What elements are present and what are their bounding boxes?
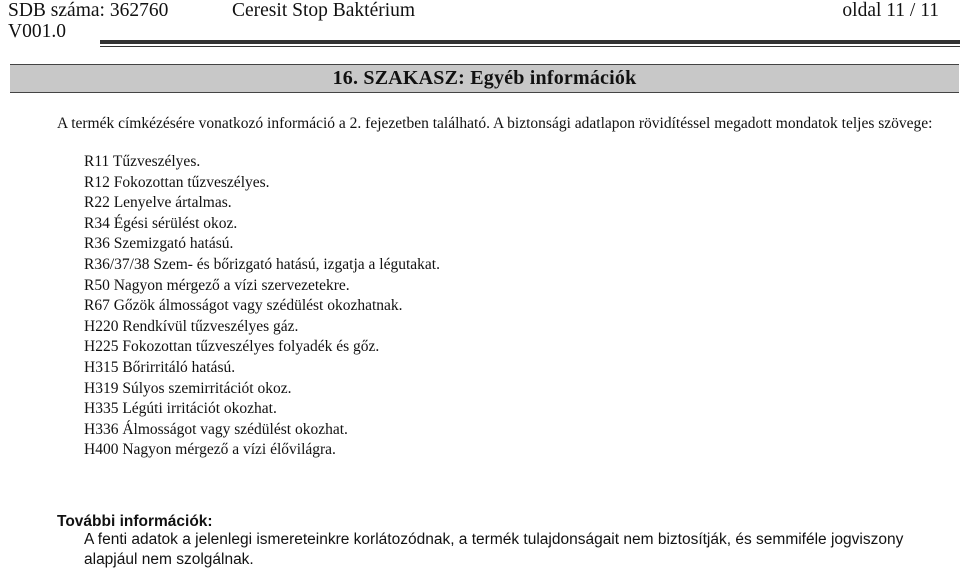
phrase-item: R12 Fokozottan tűzveszélyes. (84, 173, 270, 191)
header-rule-thick (100, 40, 960, 44)
phrase-item: R36 Szemizgató hatású. (84, 235, 234, 253)
phrase-item: R67 Gőzök álmosságot vagy szédülést okozhatnak. (84, 297, 403, 315)
further-info-heading: További információk: (57, 513, 213, 530)
sdb-number: SDB száma: 362760 (8, 0, 169, 21)
version-label: V001.0 (8, 21, 66, 42)
product-name: Ceresit Stop Baktérium (232, 0, 416, 21)
phrase-item: H336 Álmosságot vagy szédülést okozhat. (84, 420, 348, 438)
intro-paragraph: A termék címkézésére vonatkozó információ a 2. fejezetben található. A biztonsági adatlapon rövidítéssel megadott mondatok teljes szövege: (57, 115, 933, 132)
phrase-item: R22 Lenyelve ártalmas. (84, 194, 232, 212)
page-info: oldal 11 / 11 (842, 0, 939, 21)
section-title: 16. SZAKASZ: Egyéb információk (332, 67, 637, 89)
further-info-text: A fenti adatok a jelenlegi ismereteinkre korlátozódnak, a termék tulajdonságait nem biztosítják, és semmiféle jogviszony alapjául nem szolgálnak. (84, 531, 904, 568)
hazard-phrase-list (84, 152, 440, 461)
phrase-item: R36/37/38 Szem- és bőrizgató hatású, izgatja a légutakat. (84, 255, 440, 273)
section-header-bar (10, 64, 959, 93)
phrase-item: H400 Nagyon mérgező a vízi élővilágra. (84, 441, 336, 459)
phrase-item: H220 Rendkívül tűzveszélyes gáz. (84, 317, 299, 335)
phrase-item: H315 Bőrirritáló hatású. (84, 358, 236, 376)
phrase-item: H225 Fokozottan tűzveszélyes folyadék és gőz. (84, 338, 380, 356)
phrase-item: R11 Tűzveszélyes. (84, 153, 201, 170)
phrase-item: R34 Égési sérülést okoz. (84, 214, 238, 232)
header-rule-thin (100, 46, 960, 47)
phrase-item: H319 Súlyos szemirritációt okoz. (84, 379, 292, 397)
phrase-item: R50 Nagyon mérgező a vízi szervezetekre. (84, 276, 350, 294)
phrase-item: H335 Légúti irritációt okozhat. (84, 400, 277, 418)
